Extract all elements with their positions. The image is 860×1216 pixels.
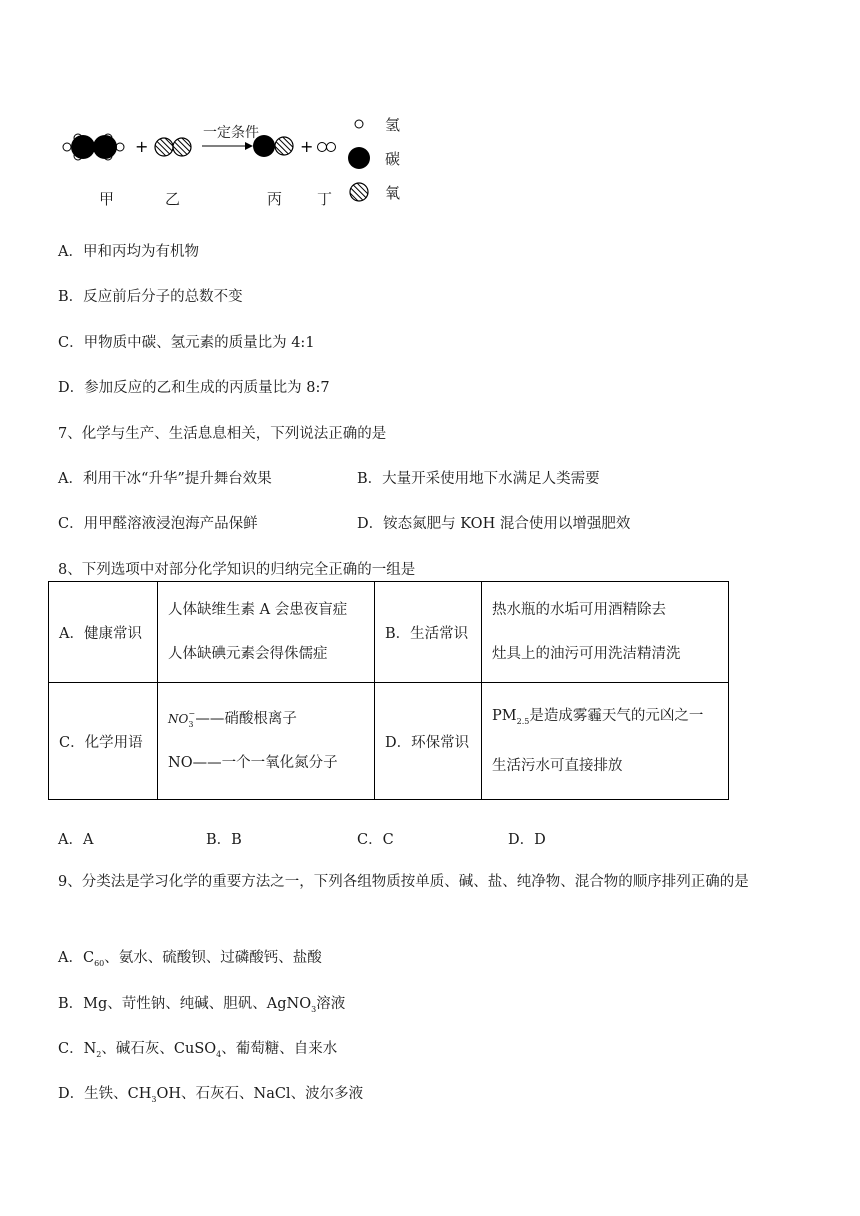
cell-d-label: D．环保常识	[375, 683, 482, 800]
q9-option-d: D．生铁、$CH_3OH$、石灰石、NaCl、波尔多液	[58, 1086, 364, 1104]
q8-stem: 8、下列选项中对部分化学知识的归纳完全正确的一组是	[58, 562, 416, 578]
label-bing: 丙	[267, 190, 283, 208]
q6-option-a: A．甲和丙均为有机物	[58, 244, 199, 260]
q7-option-b: B．大量开采使用地下水满足人类需要	[357, 471, 600, 487]
label-jia: 甲	[99, 190, 115, 208]
cell-a-label: A．健康常识	[49, 582, 158, 683]
q8-answer-a: A．A	[58, 832, 94, 848]
q7-option-a: A．利用干冰“升华”提升舞台效果	[58, 471, 272, 487]
plus-2: +	[300, 137, 314, 156]
q9-option-c: C．$N_2$、碱石灰、CuSO$_4$、葡萄糖、自来水	[58, 1041, 338, 1059]
legend-hydrogen: 氢	[385, 116, 401, 134]
label-ding: 丁	[317, 190, 333, 208]
table-row	[49, 683, 729, 800]
oxygen-legend-icon	[350, 183, 368, 201]
q9-option-b: B．Mg、苛性钠、纯碱、胆矾、AgNO$_3$溶液	[58, 996, 346, 1014]
cell-c-line-2: NO——一个一氧化氮分子	[168, 755, 338, 771]
cell-d-content	[482, 683, 729, 800]
nitrate-charge: −	[188, 709, 196, 718]
table-row	[49, 582, 729, 683]
q7-stem: 7、化学与生产、生活息息相关，下列说法正确的是	[58, 426, 387, 442]
cell-c-content	[158, 683, 375, 800]
legend-carbon: 碳	[385, 150, 401, 168]
label-yi: 乙	[165, 190, 181, 208]
cell-b-content	[482, 582, 729, 683]
nitrate-formula: NO	[168, 712, 189, 726]
cell-c-line-1	[168, 697, 364, 741]
reaction-condition: 一定条件	[203, 125, 259, 141]
arrow-head	[245, 142, 253, 150]
q7-option-d: D．铵态氮肥与 KOH 混合使用以增强肥效	[357, 516, 631, 532]
legend	[348, 120, 370, 201]
q8-answer-d: D．D	[508, 832, 546, 848]
legend-oxygen: 氧	[385, 184, 401, 202]
molecule-bing	[253, 135, 293, 157]
q6-option-c: C．甲物质中碳、氢元素的质量比为 4:1	[58, 335, 315, 351]
pm-subscript: 2.5	[516, 716, 530, 726]
q8-answer-b: B．B	[206, 832, 242, 848]
q6-option-d: D．参加反应的乙和生成的丙质量比为 8:7	[58, 380, 330, 396]
reaction-diagram	[55, 108, 415, 222]
cell-d-line-1	[492, 694, 718, 744]
nitrate-subscript: 3	[188, 720, 194, 729]
molecule-jia	[63, 134, 124, 160]
cell-a-line-2: 人体缺碘元素会得侏儒症	[168, 646, 328, 662]
cell-b-line-1: 热水瓶的水垢可用酒精除去	[492, 602, 666, 618]
q7-option-c: C．用甲醛溶液浸泡海产品保鲜	[58, 516, 258, 532]
molecule-yi	[155, 138, 191, 156]
molecule-ding	[318, 143, 336, 152]
plus-1: +	[135, 137, 149, 156]
hydrogen-legend-icon	[355, 120, 363, 128]
q9-stem: 9、分类法是学习化学的重要方法之一，下列各组物质按单质、碱、盐、纯净物、混合物的顺序排列正确的是	[58, 874, 749, 890]
cell-b-line-2: 灶具上的油污可用洗洁精清洗	[492, 646, 681, 662]
cell-d-line-2: 生活污水可直接排放	[492, 757, 623, 774]
carbon-legend-icon	[348, 147, 370, 169]
cell-a-content	[158, 582, 375, 683]
knowledge-table	[48, 581, 729, 800]
q9-option-a: A．$C_{60}$、氨水、硫酸钡、过磷酸钙、盐酸	[58, 950, 322, 968]
pm-text: PM	[492, 708, 517, 725]
pm-rest: 是造成雾霾天气的元凶之一	[529, 708, 704, 725]
cell-b-label: B．生活常识	[375, 582, 482, 683]
cell-a-line-1: 人体缺维生素 A 会患夜盲症	[168, 602, 348, 618]
nitrate-text: ——硝酸根离子	[195, 711, 297, 727]
cell-c-label: C．化学用语	[49, 683, 158, 800]
q6-option-b: B．反应前后分子的总数不变	[58, 289, 243, 305]
q8-answer-c: C．C	[357, 832, 394, 848]
